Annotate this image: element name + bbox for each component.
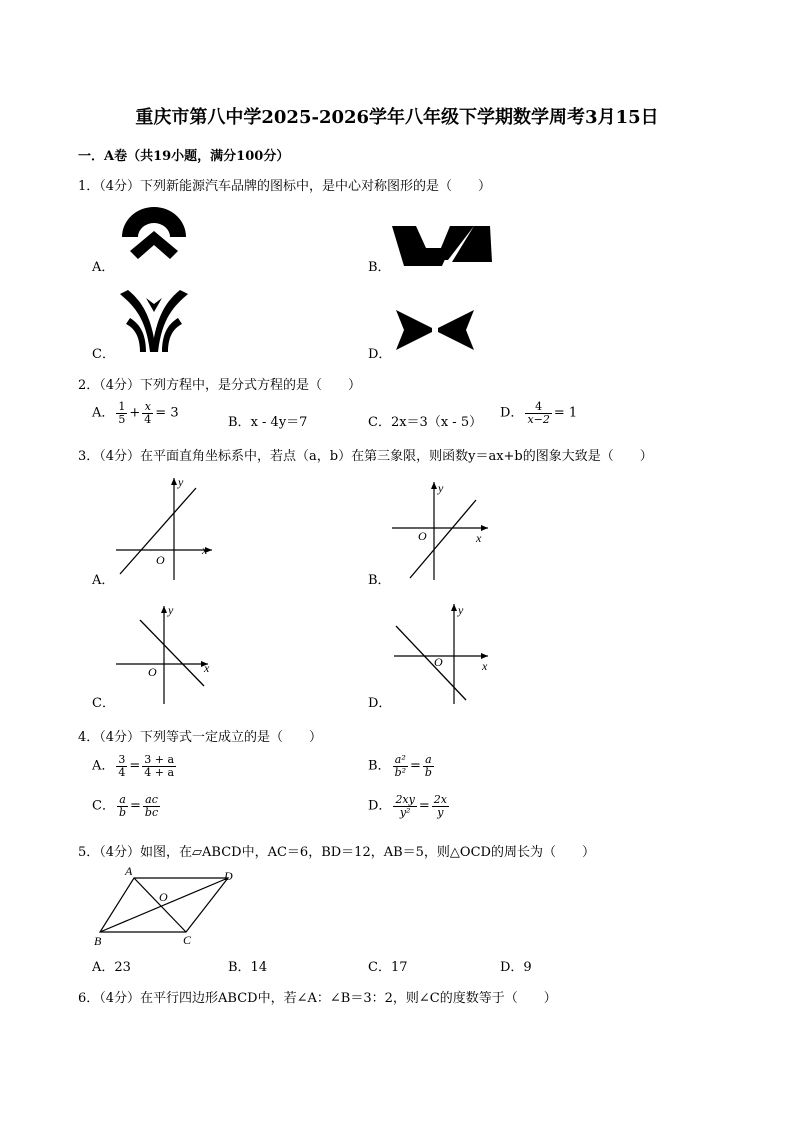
denominator: bc bbox=[144, 805, 159, 819]
q2-option-c bbox=[368, 411, 482, 430]
q3-option-b-label: B． bbox=[368, 573, 391, 588]
denominator: b bbox=[424, 765, 432, 779]
equals-sign: = bbox=[130, 798, 141, 814]
q4-option-c-label: C． bbox=[92, 798, 115, 814]
q2-option-c-label: C． bbox=[368, 415, 391, 430]
q3-option-d-label: D． bbox=[368, 696, 392, 711]
x-axis-label: x bbox=[476, 531, 482, 545]
q2-option-d-label: D． bbox=[500, 405, 524, 421]
y-axis-label: y bbox=[438, 481, 444, 495]
q4-option-a-label: A． bbox=[92, 758, 115, 774]
fraction bbox=[525, 401, 551, 425]
y-axis-label: y bbox=[178, 475, 184, 489]
q2-option-b bbox=[228, 411, 307, 430]
fraction bbox=[423, 754, 434, 778]
fraction bbox=[117, 794, 128, 818]
q2-option-a bbox=[92, 401, 179, 425]
numerator: 3 bbox=[118, 753, 126, 766]
origin-label: O bbox=[148, 665, 157, 679]
equals-sign: = bbox=[129, 758, 141, 774]
logo-d-icon bbox=[394, 306, 476, 354]
denominator: b bbox=[118, 805, 126, 819]
numerator: 1 bbox=[118, 400, 126, 413]
q1-option-d-label: D． bbox=[368, 347, 392, 362]
q2-option-c-text: 2x＝3（x - 5） bbox=[390, 415, 483, 430]
q4-option-d bbox=[368, 794, 451, 818]
numerator: 2xy bbox=[395, 793, 415, 806]
y-axis-label: y bbox=[168, 603, 174, 617]
fraction bbox=[142, 754, 176, 778]
q4-option-c bbox=[92, 794, 162, 818]
q5-option-a: A．23 bbox=[92, 960, 131, 975]
q3-option-c-label: C． bbox=[92, 696, 115, 711]
q4-option-b bbox=[368, 754, 436, 778]
plus-sign: + bbox=[129, 405, 141, 421]
numerator: ac bbox=[145, 793, 158, 806]
x-axis-label: x bbox=[202, 543, 208, 557]
denominator: y² bbox=[393, 806, 416, 819]
graph-a bbox=[112, 472, 222, 584]
parallelogram-figure bbox=[90, 864, 240, 950]
y-axis-label: y bbox=[458, 603, 464, 617]
fraction bbox=[393, 794, 416, 818]
denominator: 4 bbox=[118, 765, 126, 779]
origin-label: O bbox=[156, 553, 165, 567]
question-1-stem: 1．（4分）下列新能源汽车品牌的图标中，是中心对称图形的是（ ） bbox=[78, 179, 492, 194]
numerator: a bbox=[425, 753, 432, 766]
denominator: 4 + a bbox=[144, 765, 175, 779]
q1-option-a-label: A． bbox=[92, 260, 115, 275]
fraction bbox=[116, 401, 127, 425]
fraction bbox=[142, 401, 153, 425]
denominator: b² bbox=[394, 765, 407, 779]
logo-c-icon bbox=[116, 288, 192, 354]
logo-b-icon bbox=[390, 222, 494, 268]
q4-option-b-label: B． bbox=[368, 758, 391, 774]
equals-sign: = bbox=[418, 798, 430, 814]
question-6-stem: 6．（4分）在平行四边形ABCD中，若∠A：∠B＝3：2，则∠C的度数等于（ ） bbox=[78, 991, 557, 1006]
q1-option-b-label: B． bbox=[368, 260, 391, 275]
page-title: 重庆市第八中学2025-2026学年八年级下学期数学周考3月15日 bbox=[135, 107, 659, 128]
numerator: a bbox=[119, 793, 126, 806]
graph-c bbox=[112, 600, 222, 708]
denominator: 4 bbox=[144, 412, 152, 426]
q2-option-d bbox=[500, 401, 577, 425]
q2-option-b-label: B． bbox=[228, 415, 251, 430]
fraction bbox=[432, 794, 449, 818]
vertex-c-label: C bbox=[183, 933, 192, 947]
x-axis-label: x bbox=[482, 659, 488, 673]
numerator: 2x bbox=[433, 793, 447, 806]
q2-option-b-text: x - 4y＝7 bbox=[250, 415, 308, 430]
question-4-stem: 4．（4分）下列等式一定成立的是（ ） bbox=[78, 730, 323, 745]
q4-option-a bbox=[92, 754, 178, 778]
graph-b bbox=[388, 478, 498, 584]
denominator: 5 bbox=[118, 412, 126, 426]
q2-option-a-label: A． bbox=[92, 405, 115, 421]
origin-label: O bbox=[418, 529, 427, 543]
numerator: 4 bbox=[535, 400, 543, 413]
numerator: a² bbox=[394, 753, 406, 766]
center-o-label: O bbox=[159, 890, 168, 904]
question-5-stem: 5．（4分）如图，在▱ABCD中，AC＝6，BD＝12，AB＝5，则△OCD的周长为（ ） bbox=[78, 845, 595, 860]
origin-label: O bbox=[434, 655, 443, 669]
rhs: = 1 bbox=[553, 405, 578, 421]
fraction bbox=[143, 794, 160, 818]
x-axis-label: x bbox=[204, 661, 210, 675]
numerator: x bbox=[144, 400, 151, 413]
vertex-d-label: D bbox=[224, 869, 233, 883]
question-3-stem: 3．（4分）在平面直角坐标系中，若点（a，b）在第三象限，则函数y＝ax+b的图象大致是（ ） bbox=[78, 449, 653, 464]
fraction bbox=[116, 754, 127, 778]
equals-sign: = bbox=[410, 758, 421, 774]
logo-a-icon bbox=[118, 207, 190, 269]
vertex-a-label: A bbox=[125, 864, 133, 878]
q5-option-c: C．17 bbox=[368, 960, 408, 975]
denominator: x−2 bbox=[527, 412, 550, 426]
vertex-b-label: B bbox=[94, 934, 102, 948]
q5-option-b: B．14 bbox=[228, 960, 268, 975]
denominator: y bbox=[432, 806, 449, 819]
fraction bbox=[393, 754, 408, 778]
graph-d bbox=[388, 600, 498, 708]
q5-option-d: D．9 bbox=[500, 960, 532, 975]
q3-option-a-label: A． bbox=[92, 573, 115, 588]
numerator: 3 + a bbox=[144, 753, 175, 766]
rhs: = 3 bbox=[155, 405, 179, 421]
section-heading: 一．A卷（共19小题，满分100分） bbox=[78, 149, 290, 164]
q4-option-d-label: D． bbox=[368, 798, 392, 814]
q1-option-c-label: C． bbox=[92, 347, 115, 362]
question-2-stem: 2．（4分）下列方程中，是分式方程的是（ ） bbox=[78, 378, 362, 393]
